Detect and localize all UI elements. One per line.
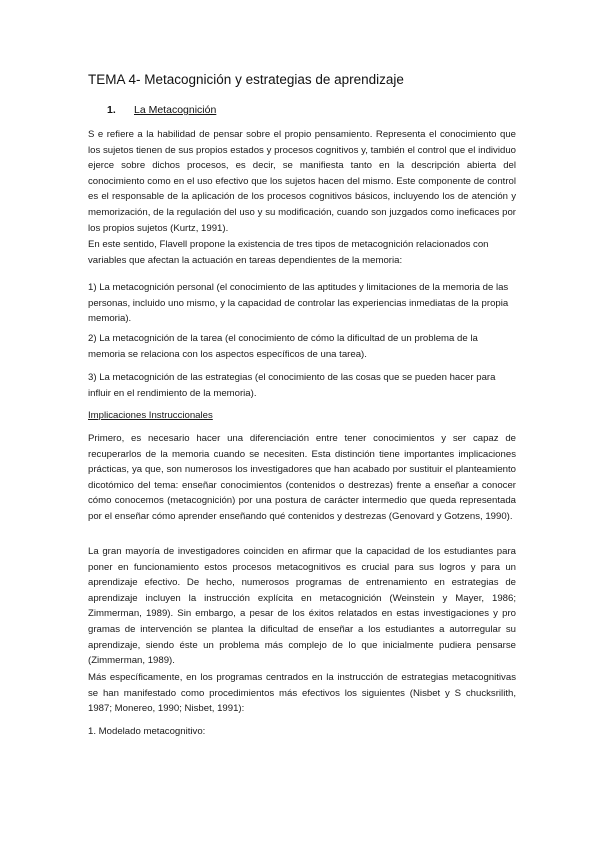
paragraph-definition: S e refiere a la habilidad de pensar sobre el propio pensamiento. Representa el conocimiento que los sujetos tienen de sus propios estados y procesos cognitivos y, también el control que el individuo ejerce sobre dichos procesos, es decir, se manifiesta tanto en la descripción abierta del conocimiento como en el uso efectivo que los sujetos hacen del mismo. Este componente de control es el responsable de la aplicación de los procesos cognitivos básicos, incluyendo los de atención y memorización, de la regulación del uso y su modificación, cuando son juzgados como ineficaces por los propios sujetos (Kurtz, 1991). — [88, 129, 516, 234]
paragraph-more-specifically: Más específicamente, en los programas centrados en la instrucción de estrategias metacognitivas se han manifestado como procedimientos más efectivos los siguientes (Nisbet y S chucksrilith, 1987; Monereo, 1990; Nisbet, 1991): — [88, 672, 516, 715]
section-heading — [107, 104, 216, 116]
paragraph-modeling: 1. Modelado metacognitivo: — [88, 726, 206, 737]
paragraph-flavell: En este sentido, Flavell propone la existencia de tres tipos de metacognición relacionados con variables que afectan la actuación en tareas dependientes de la memoria: — [88, 239, 489, 266]
paragraph-metacognition-strategies: 3) La metacognición de las estrategias (el conocimiento de las cosas que se pueden hacer para influir en el rendimiento de la memoria). — [88, 372, 496, 399]
paragraph-first: Primero, es necesario hacer una diferenciación entre tener conocimientos y ser capaz de recuperarlos de la memoria cuando se necesiten. Esta distinción tiene importantes implicaciones prácticas, ya que, son numerosos los investigadores que han acabado por sustituir el planteamiento dicotómico del tema: enseñar conocimientos (contenidos o destrezas) frente a enseñar a conocer cómo conocemos (metacognición) por una postura de carácter intermedio que queda representada por el enseñar cómo aprender enseñando qué contenidos y destrezas (Genovard y Gotzens, 1990). — [88, 433, 516, 522]
page-title: TEMA 4- Metacognición y estrategias de aprendizaje — [88, 72, 404, 87]
paragraph-majority: La gran mayoría de investigadores coinciden en afirmar que la capacidad de los estudiantes para poner en funcionamiento estos procesos metacognitivos es crucial para sus logros y para un aprendizaje efectivo. De hecho, numerosos programas de entrenamiento en estrategias de aprendizaje incluyen la instrucción explícita en metacognición (Weinstein y Mayer, 1986; Zimmerman, 1989). Sin embargo, a pesar de los éxitos relatados en estas investigaciones y pro gramas de intervención se plantea la dificultad de enseñar a los estudiantes a autorregular su aprendizaje, siendo éste un problema más complejo de lo que inicialmente pudiera pensarse (Zimmerman, 1989). — [88, 546, 516, 667]
paragraph-metacognition-personal: 1) La metacognición personal (el conocimiento de las aptitudes y limitaciones de la memoria de las personas, incluido uno mismo, y la capacidad de controlar las experiencias inmediatas de la propia memoria). — [88, 282, 509, 325]
section-number: 1. — [107, 104, 116, 116]
subheading-instructional: Implicaciones Instruccionales — [88, 410, 213, 421]
paragraph-metacognition-task: 2) La metacognición de la tarea (el conocimiento de cómo la dificultad de un problema de la memoria se relaciona con los aspectos específicos de una tarea). — [88, 333, 478, 360]
section-label: La Metacognición — [134, 104, 217, 116]
